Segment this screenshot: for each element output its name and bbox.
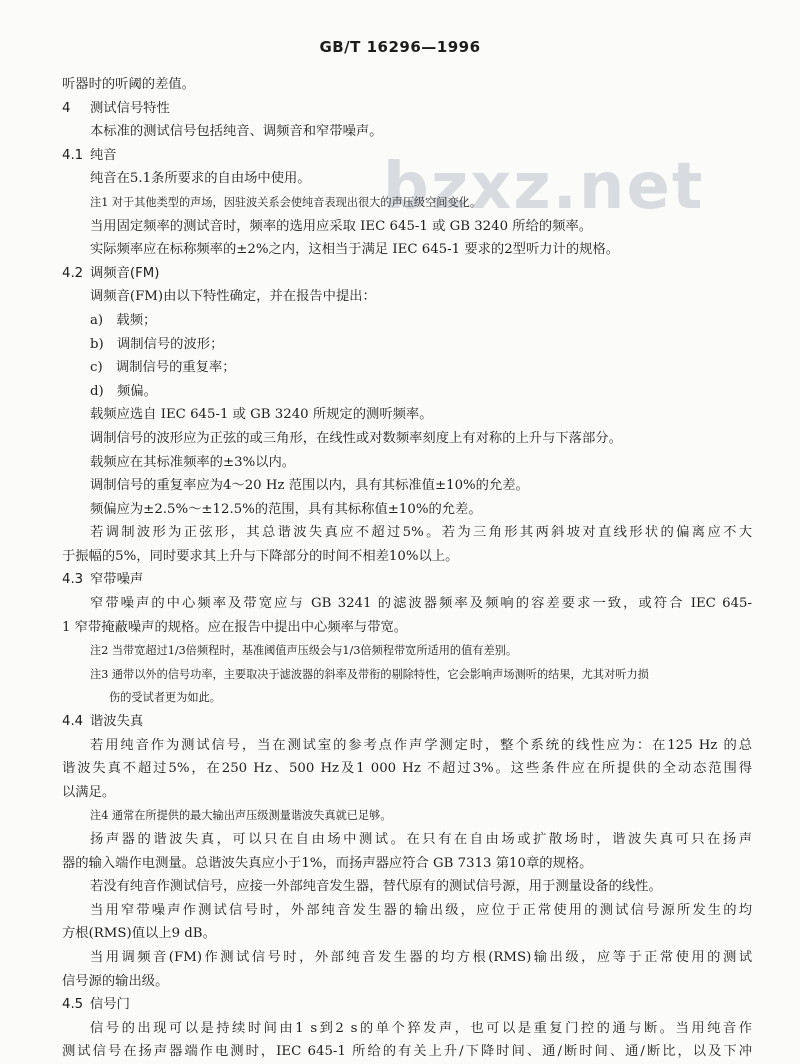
section-heading: [62, 710, 752, 734]
page-header: GB/T 16296—1996: [319, 38, 481, 56]
section-title: 测试信号特性: [90, 100, 170, 116]
section-heading: [62, 144, 752, 168]
section-number: 4.4: [62, 714, 84, 730]
section-title: 纯音: [90, 147, 117, 163]
list-item: c) 调制信号的重复率；: [90, 360, 236, 376]
text-line: 调频音(FM)由以下特性确定，并在报告中提出：: [90, 289, 376, 305]
note-line: 注1 对于其他类型的声场，因驻波关系会使纯音表现出很大的声压级空间变化。: [90, 195, 482, 209]
section-heading: [62, 97, 752, 121]
note-line: 伤的受试者更为如此。: [109, 691, 221, 705]
text-line: 载频应在其标准频率的±3%以内。: [90, 454, 296, 470]
section-title: 调频音(FM): [90, 265, 160, 281]
text-line: 信号的出现可以是持续时间由1 s到2 s的单个猝发声，也可以是重复门控的通与断。当用纯音作: [90, 1020, 752, 1036]
text-line: 调制信号的波形应为正弦的或三角形，在线性或对数频率刻度上有对称的上升与下落部分。: [90, 430, 622, 446]
text-line: 当用调频音(FM)作测试信号时，外部纯音发生器的均方根(RMS)输出级，应等于正常使用的测试: [90, 949, 752, 965]
section-title: 窄带噪声: [90, 572, 144, 588]
section-number: 4.2: [62, 265, 84, 281]
text-line: 谐波失真不超过5%，在250 Hz、500 Hz及1 000 Hz 不超过3%。这些条件应在所提供的全动态范围得: [62, 761, 752, 777]
section-number: 4.1: [62, 147, 84, 163]
text-line: 频偏应为±2.5%～±12.5%的范围，具有其标称值±10%的允差。: [90, 501, 482, 517]
text-line: 实际频率应在标称频率的±2%之内，这相当于满足 IEC 645-1 要求的2型听力计的规格。: [90, 242, 620, 258]
text-line: 于振幅的5%，同时要求其上升与下降部分的时间不相差10%以上。: [62, 548, 459, 564]
note-line: 注2 当带宽超过1/3倍频程时，基准阈值声压级会与1/3倍频程带宽所适用的值有差别。: [90, 644, 518, 658]
section-title: 信号门: [90, 997, 130, 1013]
text-line: 若调制波形为正弦形，其总谐波失真应不超过5%。若为三角形其两斜坡对直线形状的偏离应不大: [90, 525, 752, 541]
text-line: 测试信号在扬声器端作电测时，IEC 645-1 所给的有关上升/下降时间、通/断时间、通/断比，以及下冲: [62, 1044, 752, 1060]
section-number: 4.3: [62, 572, 84, 588]
section-number: 4.5: [62, 997, 84, 1013]
text-line: 方根(RMS)值以上9 dB。: [62, 926, 216, 942]
text-line: 器的输入端作电测量。总谐波失真应小于1%，而扬声器应符合 GB 7313 第10章的规格。: [62, 855, 593, 871]
list-item: d) 频偏。: [90, 383, 157, 399]
document-body: [62, 73, 752, 1064]
text-line: 载频应选自 IEC 645-1 或 GB 3240 所规定的测听频率。: [90, 407, 433, 423]
text-line: 窄带噪声的中心频率及带宽应与 GB 3241 的滤波器频率及频响的容差要求一致，或符合 IEC 645-: [90, 596, 752, 612]
section-title: 谐波失真: [90, 714, 144, 730]
text-line: 当用固定频率的测试音时，频率的选用应采取 IEC 645-1 或 GB 3240 所给的频率。: [90, 218, 593, 234]
list-item: b) 调制信号的波形；: [90, 336, 224, 352]
note-line: 注4 通常在所提供的最大输出声压级测量谐波失真就已足够。: [90, 809, 392, 823]
text-line: 听器时的听阈的差值。: [62, 77, 195, 92]
text-line: 1 窄带掩蔽噪声的规格。应在报告中提出中心频率与带宽。: [62, 619, 408, 635]
text-line: 信号源的输出级。: [62, 973, 169, 989]
text-line: 当用窄带噪声作测试信号时，外部纯音发生器的输出级，应位于正常使用的测试信号源所发生的均: [90, 902, 752, 918]
section-heading: [62, 262, 752, 286]
section-heading: [62, 568, 752, 592]
watermark: bzxz.net: [383, 150, 705, 224]
text-line: 若没有纯音作测试信号，应接一外部纯音发生器，替代原有的测试信号源，用于测量设备的线性。: [90, 879, 662, 895]
text-line: 扬声器的谐波失真，可以只在自由场中测试。在只有在自由场或扩散场时，谐波失真可只在扬声: [90, 832, 752, 847]
note-line: 注3 通带以外的信号功率，主要取决于滤波器的斜率及带衔的剔除特性，它会影响声场测听的结果，尤其对听力损: [90, 667, 649, 681]
text-line: 本标准的测试信号包括纯音、调频音和窄带噪声。: [90, 124, 383, 140]
text-line: 以满足。: [62, 784, 116, 800]
text-line: 纯音在5.1条所要求的自由场中使用。: [90, 171, 311, 187]
section-heading: [62, 993, 752, 1017]
section-number: 4: [62, 100, 71, 116]
list-item: a) 载频；: [90, 312, 157, 328]
text-line: 若用纯音作为测试信号，当在测试室的参考点作声学测定时，整个系统的线性应为：在125 Hz 的总: [90, 737, 752, 753]
text-line: 调制信号的重复率应为4～20 Hz 范围以内，具有其标准值±10%的允差。: [90, 478, 529, 494]
